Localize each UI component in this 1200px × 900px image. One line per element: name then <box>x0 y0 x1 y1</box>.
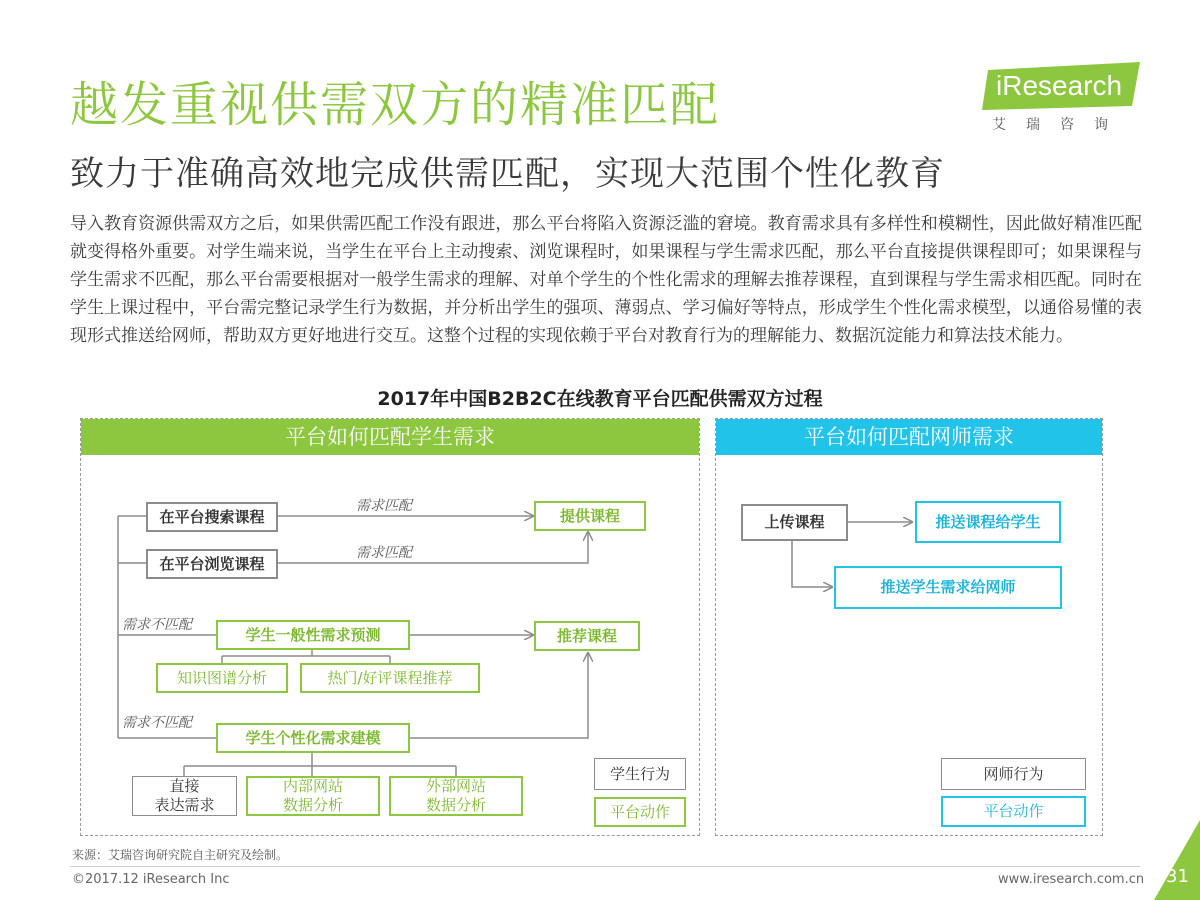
node-push-course-to-student: 推送课程给学生 <box>915 501 1061 543</box>
body-paragraph: 导入教育资源供需双方之后，如果供需匹配工作没有跟进，那么平台将陷入资源泛滥的窘境。教育需求具有多样性和模糊性，因此做好精准匹配就变得格外重要。对学生端来说，当学生在平台上主动搜索、浏览课程时，如果课程与学生需求匹配，那么平台直接提供课程即可；如果课程与学生需求不匹配，那么平台需要根据对一般学生需求的理解、对单个学生的个性化需求的理解去推荐课程，直到课程与学生需求相匹配。同时在学生上课过程中，平台需完整记录学生行为数据，并分析出学生的强项、薄弱点、学习偏好等特点，形成学生个性化需求模型，以通俗易懂的表现形式推送给网师，帮助双方更好地进行交互。这整个过程的实现依赖于平台对教育行为的理解能力、数据沉淀能力和算法技术能力。 <box>70 214 1142 346</box>
node-personal-need-model: 学生个性化需求建模 <box>216 723 410 753</box>
logo-text: iResearch <box>996 70 1123 101</box>
site-url: www.iresearch.com.cn <box>998 872 1145 887</box>
iresearch-logo <box>982 62 1142 142</box>
logo-subtext: 艾瑞咨询 <box>992 117 1128 133</box>
page-number: 31 <box>1166 866 1189 887</box>
node-upload-course: 上传课程 <box>741 504 848 541</box>
page-title: 越发重视供需双方的精准匹配 <box>70 77 721 133</box>
node-general-need-prediction: 学生一般性需求预测 <box>216 620 410 650</box>
edge-label-mismatch-1: 需求不匹配 <box>122 617 192 633</box>
node-browse-course: 在平台浏览课程 <box>146 549 278 579</box>
node-recommend-course: 推荐课程 <box>534 621 640 651</box>
edge-label-match-1: 需求匹配 <box>356 498 412 514</box>
node-external-analysis: 外部网站 数据分析 <box>389 776 523 816</box>
footer-divider <box>70 866 1140 867</box>
left-panel-title: 平台如何匹配学生需求 <box>81 419 699 455</box>
node-hot-course-recommend: 热门/好评课程推荐 <box>300 663 480 693</box>
copyright: ©2017.12 iResearch Inc <box>72 872 230 887</box>
node-search-course: 在平台搜索课程 <box>146 502 278 532</box>
legend-teacher-behavior: 网师行为 <box>941 758 1086 790</box>
node-knowledge-graph: 知识图谱分析 <box>156 663 288 693</box>
legend-platform-action-right: 平台动作 <box>941 796 1086 827</box>
source-note: 来源：艾瑞咨询研究院自主研究及绘制。 <box>72 848 289 862</box>
edge-label-mismatch-2: 需求不匹配 <box>122 715 192 731</box>
node-provide-course: 提供课程 <box>534 501 646 531</box>
node-push-need-to-teacher: 推送学生需求给网师 <box>834 566 1062 609</box>
legend-platform-action-left: 平台动作 <box>594 797 686 827</box>
node-direct-expression: 直接 表达需求 <box>132 776 237 816</box>
page-subtitle: 致力于准确高效地完成供需匹配，实现大范围个性化教育 <box>70 154 945 194</box>
legend-student-behavior: 学生行为 <box>594 758 686 790</box>
edge-label-match-2: 需求匹配 <box>356 545 412 561</box>
diagram-title: 2017年中国B2B2C在线教育平台匹配供需双方过程 <box>377 388 823 410</box>
node-internal-analysis: 内部网站 数据分析 <box>246 776 380 816</box>
page-number-badge-icon <box>1154 820 1200 900</box>
right-panel-title: 平台如何匹配网师需求 <box>716 419 1102 455</box>
